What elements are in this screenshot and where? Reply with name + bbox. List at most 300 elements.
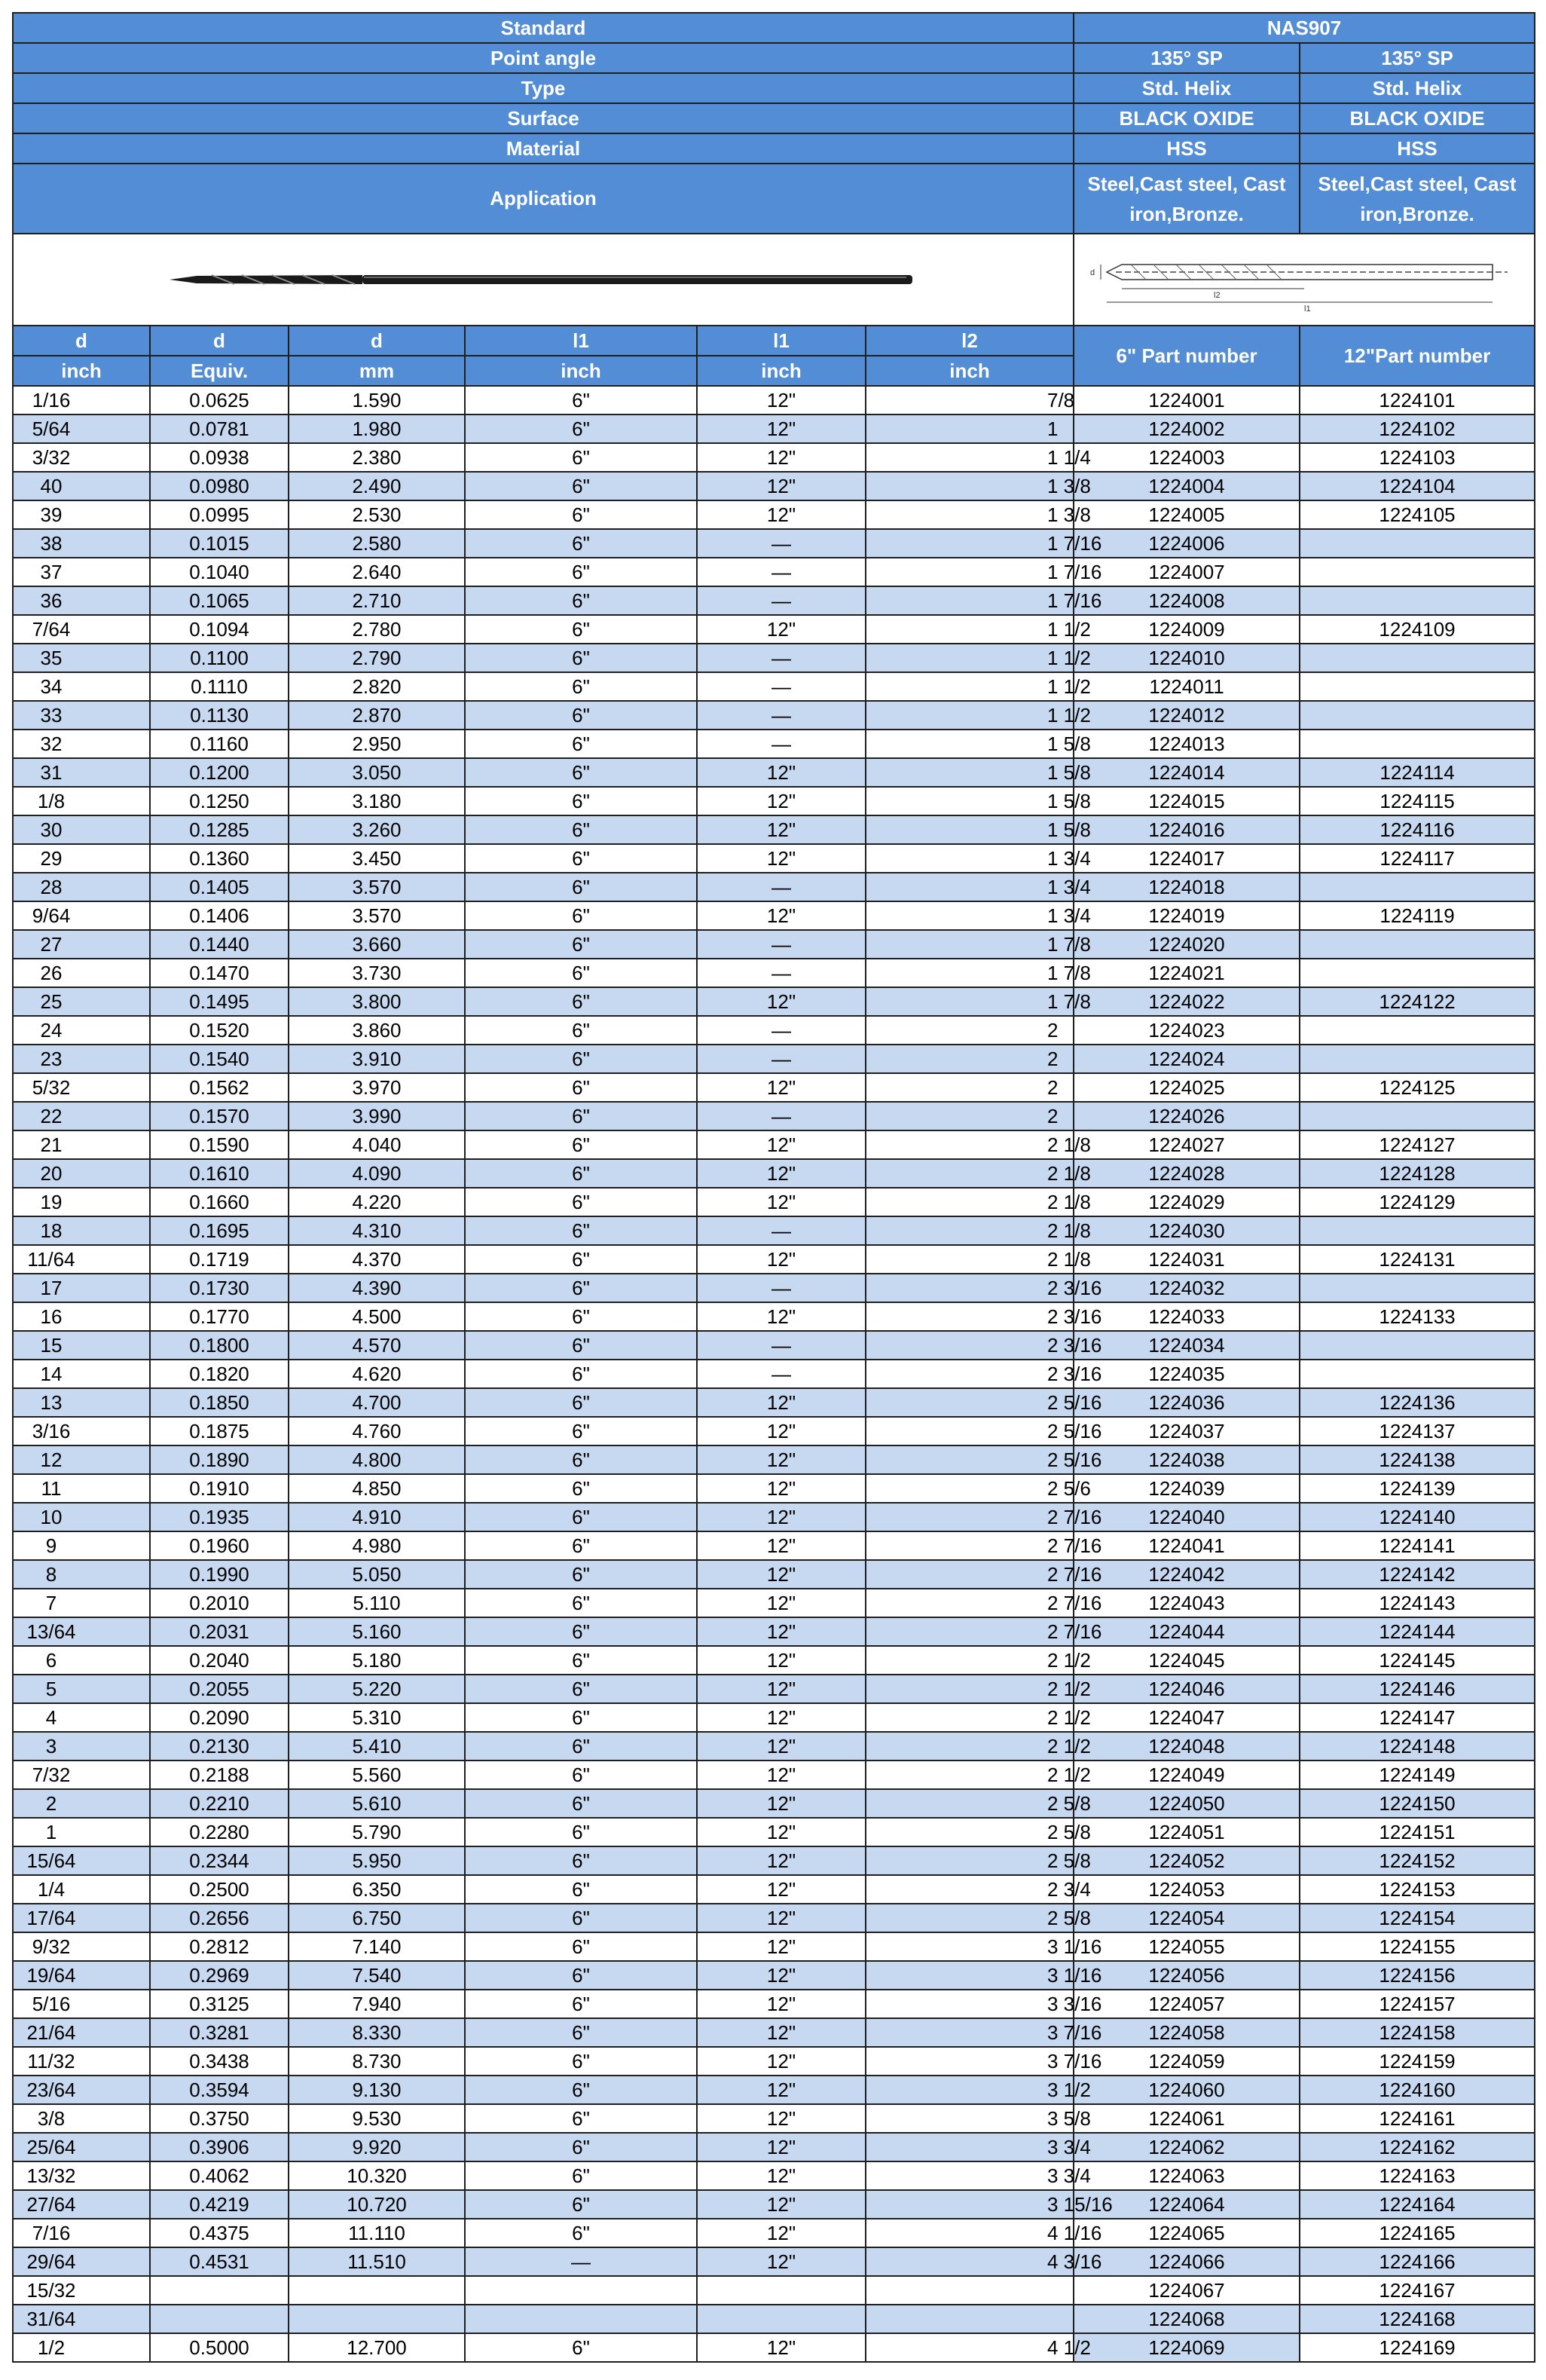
cell-l2-text: 4 1/16 bbox=[1047, 2221, 1102, 2244]
cell-part6: 1224069 bbox=[1074, 2333, 1300, 2362]
cell-d-mm: 2.490 bbox=[289, 472, 465, 500]
cell-d-inch-text: 19/64 bbox=[26, 1963, 76, 1987]
cell-d-inch bbox=[13, 1589, 150, 1617]
table-row bbox=[13, 1216, 1535, 1245]
cell-d-inch bbox=[13, 2133, 150, 2161]
cell-d-equiv: 0.1405 bbox=[150, 873, 289, 901]
cell-d-inch-text: 28 bbox=[40, 875, 63, 898]
cell-l2-text: 1 1/2 bbox=[1047, 675, 1091, 698]
table-row bbox=[13, 1331, 1535, 1360]
cell-l2 bbox=[866, 2276, 1074, 2305]
cell-part6: 1224045 bbox=[1074, 1646, 1300, 1675]
cell-d-inch bbox=[13, 1675, 150, 1703]
cell-d-equiv: 0.2188 bbox=[150, 1761, 289, 1789]
cell-l1-6in: 6" bbox=[465, 2219, 697, 2247]
cell-l1-12in: 12" bbox=[697, 2076, 866, 2104]
cell-d-inch bbox=[13, 1331, 150, 1360]
cell-l1-6in: 6" bbox=[465, 415, 697, 443]
cell-d-mm: 5.110 bbox=[289, 1589, 465, 1617]
cell-part6: 1224009 bbox=[1074, 615, 1300, 644]
cell-l2-text: 2 7/16 bbox=[1047, 1562, 1102, 1586]
table-row bbox=[13, 1073, 1535, 1102]
cell-l2 bbox=[866, 844, 1091, 873]
cell-d-inch bbox=[13, 987, 150, 1016]
cell-d-mm: 5.410 bbox=[289, 1732, 465, 1761]
cell-part12: 1224156 bbox=[1300, 1961, 1535, 1990]
cell-d-mm: 3.910 bbox=[289, 1045, 465, 1073]
cell-d-inch-text: 18 bbox=[40, 1219, 63, 1242]
cell-l2-text: 2 5/8 bbox=[1047, 1820, 1091, 1843]
cell-d-inch-text: 40 bbox=[40, 474, 63, 497]
cell-l1-6in: 6" bbox=[465, 672, 697, 701]
cell-l1-6in: 6" bbox=[465, 1102, 697, 1130]
cell-part6: 1224057 bbox=[1074, 1990, 1300, 2018]
cell-d-mm: 5.610 bbox=[289, 1789, 465, 1818]
cell-l2 bbox=[866, 1503, 1102, 1531]
cell-d-equiv: 0.1015 bbox=[150, 529, 289, 558]
drill-spec-sheet bbox=[12, 12, 1534, 2363]
cell-l1-12in: 12" bbox=[697, 1531, 866, 1560]
cell-d-equiv: 0.2656 bbox=[150, 1904, 289, 1932]
cell-d-inch-text: 5/16 bbox=[32, 1992, 71, 2015]
cell-l2 bbox=[866, 1130, 1091, 1159]
cell-d-inch bbox=[13, 1130, 150, 1159]
cell-l1-12in: 12" bbox=[697, 1904, 866, 1932]
cell-l1-12in: 12" bbox=[697, 1245, 866, 1274]
table-row bbox=[13, 1875, 1535, 1904]
col-l1-12-top: l1 bbox=[697, 326, 866, 356]
point-angle-12in: 135° SP bbox=[1300, 43, 1535, 73]
cell-d-inch-text: 1 bbox=[45, 1820, 57, 1843]
cell-d-equiv: 0.1695 bbox=[150, 1216, 289, 1245]
cell-l1-12in: 12" bbox=[697, 1875, 866, 1904]
col-l2-unit: inch bbox=[866, 356, 1074, 386]
material-12in: HSS bbox=[1300, 133, 1535, 164]
cell-d-equiv: 0.1540 bbox=[150, 1045, 289, 1073]
cell-l1-6in: 6" bbox=[465, 987, 697, 1016]
cell-d-inch-text: 1/8 bbox=[37, 789, 66, 812]
table-row bbox=[13, 529, 1535, 558]
cell-part6: 1224007 bbox=[1074, 558, 1300, 586]
cell-l1-12in: 12" bbox=[697, 987, 866, 1016]
cell-l1-6in: 6" bbox=[465, 2076, 697, 2104]
cell-l1-6in: 6" bbox=[465, 644, 697, 672]
cell-d-mm: 3.570 bbox=[289, 901, 465, 930]
cell-l1-12in: — bbox=[697, 730, 866, 758]
application-12in: Steel,Cast steel, Cast iron,Bronze. bbox=[1300, 164, 1535, 234]
cell-l2 bbox=[866, 2305, 1074, 2333]
cell-d-inch-text: 35 bbox=[40, 646, 63, 669]
col-l1-12-unit: inch bbox=[697, 356, 866, 386]
col-l1-6-unit: inch bbox=[465, 356, 697, 386]
cell-part6: 1224051 bbox=[1074, 1818, 1300, 1846]
cell-l1-12in: 12" bbox=[697, 2047, 866, 2076]
cell-d-equiv: 0.2130 bbox=[150, 1732, 289, 1761]
table-row bbox=[13, 586, 1535, 615]
cell-d-equiv: 0.1440 bbox=[150, 930, 289, 959]
standard-value: NAS907 bbox=[1074, 13, 1535, 43]
cell-l1-12in: 12" bbox=[697, 2190, 866, 2219]
cell-l1-12in: 12" bbox=[697, 1388, 866, 1417]
cell-l2 bbox=[866, 1875, 1091, 1904]
cell-d-inch-text: 22 bbox=[40, 1104, 63, 1127]
cell-part12: 1224122 bbox=[1300, 987, 1535, 1016]
cell-d-inch bbox=[13, 1846, 150, 1875]
type-label: Type bbox=[13, 73, 1074, 103]
cell-l1-6in bbox=[465, 2276, 697, 2305]
cell-l2-text: 1 5/8 bbox=[1047, 760, 1091, 784]
cell-part6: 1224054 bbox=[1074, 1904, 1300, 1932]
cell-part12: 1224101 bbox=[1300, 386, 1535, 415]
application-label: Application bbox=[13, 164, 1074, 234]
cell-l2 bbox=[866, 2133, 1091, 2161]
standard-row bbox=[13, 13, 1535, 43]
cell-part6: 1224016 bbox=[1074, 815, 1300, 844]
cell-d-mm: 4.700 bbox=[289, 1388, 465, 1417]
cell-d-equiv: 0.2090 bbox=[150, 1703, 289, 1732]
cell-l1-6in: 6" bbox=[465, 844, 697, 873]
cell-l2-text: 1 7/16 bbox=[1047, 589, 1102, 612]
cell-d-inch-text: 3/32 bbox=[32, 445, 71, 469]
cell-d-inch bbox=[13, 586, 150, 615]
cell-part6: 1224039 bbox=[1074, 1474, 1300, 1503]
table-row bbox=[13, 930, 1535, 959]
cell-d-equiv: 0.1770 bbox=[150, 1302, 289, 1331]
table-row bbox=[13, 558, 1535, 586]
cell-l1-6in: 6" bbox=[465, 1503, 697, 1531]
cell-l2 bbox=[866, 443, 1091, 472]
cell-d-inch bbox=[13, 1789, 150, 1818]
table-row bbox=[13, 2219, 1535, 2247]
cell-d-equiv: 0.1660 bbox=[150, 1188, 289, 1216]
cell-part12: 1224168 bbox=[1300, 2305, 1535, 2333]
cell-l1-6in: 6" bbox=[465, 1846, 697, 1875]
surface-row bbox=[13, 103, 1535, 133]
table-row bbox=[13, 787, 1535, 815]
cell-l2-text: 2 1/8 bbox=[1047, 1190, 1091, 1213]
cell-part12: 1224152 bbox=[1300, 1846, 1535, 1875]
cell-part6: 1224022 bbox=[1074, 987, 1300, 1016]
cell-l2 bbox=[866, 644, 1091, 672]
cell-part12: 1224140 bbox=[1300, 1503, 1535, 1531]
table-row bbox=[13, 1789, 1535, 1818]
cell-part12: 1224164 bbox=[1300, 2190, 1535, 2219]
cell-l1-12in: — bbox=[697, 1216, 866, 1245]
cell-d-mm: 5.310 bbox=[289, 1703, 465, 1732]
cell-part6: 1224002 bbox=[1074, 415, 1300, 443]
cell-d-mm: 10.320 bbox=[289, 2161, 465, 2190]
cell-l1-6in: 6" bbox=[465, 930, 697, 959]
cell-d-mm: 7.940 bbox=[289, 1990, 465, 2018]
cell-l1-12in: 12" bbox=[697, 386, 866, 415]
cell-l2-text: 3 7/16 bbox=[1047, 2021, 1102, 2044]
cell-l2 bbox=[866, 386, 1074, 415]
cell-l1-12in: 12" bbox=[697, 2161, 866, 2190]
cell-d-equiv: 0.1990 bbox=[150, 1560, 289, 1589]
cell-l2 bbox=[866, 558, 1102, 586]
overall-length-label: l1 bbox=[1304, 304, 1311, 314]
cell-part6: 1224029 bbox=[1074, 1188, 1300, 1216]
cell-l1-6in: 6" bbox=[465, 1875, 697, 1904]
table-row bbox=[13, 672, 1535, 701]
cell-d-equiv: 0.1285 bbox=[150, 815, 289, 844]
cell-l1-6in: 6" bbox=[465, 1646, 697, 1675]
cell-l1-6in: 6" bbox=[465, 1245, 697, 1274]
cell-l1-12in: 12" bbox=[697, 1417, 866, 1445]
table-row bbox=[13, 1503, 1535, 1531]
cell-l2-text: 1 1/2 bbox=[1047, 646, 1091, 669]
cell-l2 bbox=[866, 1388, 1102, 1417]
cell-d-inch bbox=[13, 1302, 150, 1331]
cell-l1-12in: 12" bbox=[697, 2247, 866, 2276]
cell-d-inch bbox=[13, 1474, 150, 1503]
cell-l1-12in: 12" bbox=[697, 1961, 866, 1990]
cell-l2-text: 2 7/16 bbox=[1047, 1534, 1102, 1557]
cell-part12: 1224154 bbox=[1300, 1904, 1535, 1932]
cell-part6: 1224067 bbox=[1074, 2276, 1300, 2305]
cell-l2 bbox=[866, 1188, 1091, 1216]
cell-d-inch bbox=[13, 1445, 150, 1474]
cell-d-inch bbox=[13, 901, 150, 930]
cell-l2 bbox=[866, 1045, 1074, 1073]
cell-part12 bbox=[1300, 1360, 1535, 1388]
cell-d-equiv: 0.1890 bbox=[150, 1445, 289, 1474]
cell-d-inch-text: 31/64 bbox=[26, 2307, 76, 2330]
cell-part12 bbox=[1300, 1045, 1535, 1073]
column-header-top bbox=[13, 326, 1535, 356]
cell-l1-6in: 6" bbox=[465, 1274, 697, 1302]
cell-part6: 1224046 bbox=[1074, 1675, 1300, 1703]
cell-l2 bbox=[866, 701, 1091, 730]
cell-l2 bbox=[866, 2333, 1091, 2362]
cell-l1-6in: 6" bbox=[465, 1932, 697, 1961]
cell-l1-12in: 12" bbox=[697, 2133, 866, 2161]
cell-part6: 1224003 bbox=[1074, 443, 1300, 472]
cell-l2-text: 7/8 bbox=[1047, 388, 1075, 411]
cell-d-mm: 4.800 bbox=[289, 1445, 465, 1474]
cell-l1-6in: 6" bbox=[465, 1531, 697, 1560]
cell-d-inch-text: 2 bbox=[45, 1791, 57, 1815]
table-row bbox=[13, 1961, 1535, 1990]
cell-l1-12in: 12" bbox=[697, 1073, 866, 1102]
cell-d-equiv: 0.4375 bbox=[150, 2219, 289, 2247]
cell-d-inch bbox=[13, 787, 150, 815]
table-row bbox=[13, 844, 1535, 873]
cell-l2 bbox=[866, 1417, 1102, 1445]
cell-l2-text: 2 1/2 bbox=[1047, 1763, 1091, 1786]
cell-l2 bbox=[866, 615, 1091, 644]
cell-l1-12in: — bbox=[697, 959, 866, 987]
cell-l2 bbox=[866, 529, 1102, 558]
cell-d-equiv: 0.2969 bbox=[150, 1961, 289, 1990]
drill-diagram bbox=[1074, 234, 1535, 326]
cell-part6: 1224047 bbox=[1074, 1703, 1300, 1732]
cell-d-inch-text: 1/16 bbox=[32, 388, 71, 411]
cell-d-inch bbox=[13, 1875, 150, 1904]
cell-d-mm: 8.730 bbox=[289, 2047, 465, 2076]
cell-d-equiv: 0.3125 bbox=[150, 1990, 289, 2018]
cell-l1-12in: 12" bbox=[697, 1188, 866, 1216]
cell-l2 bbox=[866, 1274, 1102, 1302]
table-row bbox=[13, 2047, 1535, 2076]
cell-l2 bbox=[866, 930, 1091, 959]
cell-d-equiv: 0.5000 bbox=[150, 2333, 289, 2362]
cell-part6: 1224055 bbox=[1074, 1932, 1300, 1961]
cell-l2 bbox=[866, 500, 1091, 529]
cell-d-equiv: 0.1590 bbox=[150, 1130, 289, 1159]
cell-d-inch bbox=[13, 2276, 150, 2305]
cell-part6: 1224059 bbox=[1074, 2047, 1300, 2076]
cell-l2-text: 2 1/2 bbox=[1047, 1677, 1091, 1700]
cell-l1-12in: 12" bbox=[697, 1503, 866, 1531]
cell-l1-12in: — bbox=[697, 930, 866, 959]
cell-l2 bbox=[866, 1560, 1102, 1589]
surface-12in: BLACK OXIDE bbox=[1300, 103, 1535, 133]
cell-d-mm: 3.570 bbox=[289, 873, 465, 901]
cell-l1-6in: 6" bbox=[465, 1789, 697, 1818]
cell-d-inch bbox=[13, 1216, 150, 1245]
cell-d-equiv: 0.1360 bbox=[150, 844, 289, 873]
col-part12: 12"Part number bbox=[1300, 326, 1535, 386]
col-d-mm-top: d bbox=[289, 326, 465, 356]
table-row bbox=[13, 1846, 1535, 1875]
cell-d-equiv: 0.4062 bbox=[150, 2161, 289, 2190]
cell-l1-12in: 12" bbox=[697, 2219, 866, 2247]
cell-d-inch bbox=[13, 1932, 150, 1961]
cell-l2 bbox=[866, 1302, 1102, 1331]
table-row bbox=[13, 1531, 1535, 1560]
cell-d-equiv: 0.0781 bbox=[150, 415, 289, 443]
cell-d-equiv: 0.1470 bbox=[150, 959, 289, 987]
cell-d-equiv: 0.4219 bbox=[150, 2190, 289, 2219]
cell-part12: 1224155 bbox=[1300, 1932, 1535, 1961]
cell-d-equiv: 0.1935 bbox=[150, 1503, 289, 1531]
cell-d-mm: 3.050 bbox=[289, 758, 465, 787]
cell-l2 bbox=[866, 1761, 1091, 1789]
cell-part6: 1224050 bbox=[1074, 1789, 1300, 1818]
cell-l2 bbox=[866, 1073, 1074, 1102]
cell-d-mm: 6.350 bbox=[289, 1875, 465, 1904]
cell-l1-6in: 6" bbox=[465, 2161, 697, 2190]
table-row bbox=[13, 758, 1535, 787]
cell-d-equiv: 0.3594 bbox=[150, 2076, 289, 2104]
cell-l2-text: 2 7/16 bbox=[1047, 1591, 1102, 1614]
cell-part6: 1224040 bbox=[1074, 1503, 1300, 1531]
cell-part12 bbox=[1300, 1016, 1535, 1045]
cell-d-equiv: 0.1910 bbox=[150, 1474, 289, 1503]
cell-d-mm: 2.530 bbox=[289, 500, 465, 529]
cell-d-inch-text: 7/32 bbox=[32, 1763, 71, 1786]
diameter-label: d bbox=[1090, 268, 1095, 277]
cell-l1-12in: 12" bbox=[697, 1761, 866, 1789]
cell-l2-text: 2 bbox=[1047, 1075, 1059, 1099]
table-row bbox=[13, 1302, 1535, 1331]
cell-l1-6in: 6" bbox=[465, 443, 697, 472]
cell-l2-text: 3 3/4 bbox=[1047, 2164, 1091, 2187]
cell-part6: 1224018 bbox=[1074, 873, 1300, 901]
table-row bbox=[13, 815, 1535, 844]
cell-part12: 1224133 bbox=[1300, 1302, 1535, 1331]
table-row bbox=[13, 1360, 1535, 1388]
cell-l1-12in: 12" bbox=[697, 787, 866, 815]
cell-l1-12in: — bbox=[697, 672, 866, 701]
cell-d-inch bbox=[13, 672, 150, 701]
cell-d-inch bbox=[13, 1102, 150, 1130]
cell-d-equiv: 0.2040 bbox=[150, 1646, 289, 1675]
cell-d-inch bbox=[13, 1016, 150, 1045]
cell-l1-6in: 6" bbox=[465, 386, 697, 415]
cell-d-equiv: 0.1570 bbox=[150, 1102, 289, 1130]
cell-l2-text: 2 bbox=[1047, 1047, 1059, 1070]
cell-part12: 1224153 bbox=[1300, 1875, 1535, 1904]
cell-d-mm: 2.790 bbox=[289, 644, 465, 672]
cell-part6: 1224058 bbox=[1074, 2018, 1300, 2047]
cell-d-inch-text: 25/64 bbox=[26, 2135, 76, 2158]
cell-d-equiv: 0.1495 bbox=[150, 987, 289, 1016]
cell-d-inch bbox=[13, 500, 150, 529]
cell-d-equiv: 0.1820 bbox=[150, 1360, 289, 1388]
cell-d-inch-text: 23/64 bbox=[26, 2078, 76, 2101]
cell-d-mm: 3.990 bbox=[289, 1102, 465, 1130]
cell-part12: 1224138 bbox=[1300, 1445, 1535, 1474]
cell-l2 bbox=[866, 1961, 1102, 1990]
cell-l1-6in: 6" bbox=[465, 1445, 697, 1474]
cell-l1-12in: 12" bbox=[697, 2333, 866, 2362]
cell-l2-text: 3 5/8 bbox=[1047, 2106, 1091, 2130]
cell-part6: 1224020 bbox=[1074, 930, 1300, 959]
cell-part12 bbox=[1300, 959, 1535, 987]
cell-d-inch-text: 15 bbox=[40, 1333, 63, 1357]
cell-part12 bbox=[1300, 1274, 1535, 1302]
cell-part12 bbox=[1300, 930, 1535, 959]
material-6in: HSS bbox=[1074, 133, 1300, 164]
cell-d-inch-text: 16 bbox=[40, 1305, 63, 1328]
cell-l1-6in: 6" bbox=[465, 730, 697, 758]
cell-l2 bbox=[866, 1102, 1074, 1130]
cell-l1-12in: — bbox=[697, 1331, 866, 1360]
table-row bbox=[13, 1675, 1535, 1703]
cell-l2 bbox=[866, 730, 1091, 758]
cell-d-inch bbox=[13, 1159, 150, 1188]
col-l2-top: l2 bbox=[866, 326, 1074, 356]
table-row bbox=[13, 1703, 1535, 1732]
cell-d-equiv: 0.1875 bbox=[150, 1417, 289, 1445]
cell-l2 bbox=[866, 2047, 1102, 2076]
cell-part12 bbox=[1300, 1331, 1535, 1360]
cell-l2-text: 1 3/4 bbox=[1047, 846, 1091, 870]
cell-d-inch-text: 11/32 bbox=[27, 2049, 75, 2073]
cell-d-mm: 9.130 bbox=[289, 2076, 465, 2104]
cell-l1-12in: 12" bbox=[697, 1732, 866, 1761]
cell-part6: 1224064 bbox=[1074, 2190, 1300, 2219]
cell-part6: 1224024 bbox=[1074, 1045, 1300, 1073]
cell-l1-12in: 12" bbox=[697, 1646, 866, 1675]
cell-d-inch bbox=[13, 386, 150, 415]
cell-l1-6in: 6" bbox=[465, 959, 697, 987]
cell-d-mm: 5.950 bbox=[289, 1846, 465, 1875]
cell-l1-12in: — bbox=[697, 529, 866, 558]
cell-d-mm: 2.580 bbox=[289, 529, 465, 558]
cell-d-mm: 5.180 bbox=[289, 1646, 465, 1675]
cell-part12: 1224102 bbox=[1300, 415, 1535, 443]
table-row bbox=[13, 1990, 1535, 2018]
cell-d-inch-text: 39 bbox=[40, 503, 63, 526]
cell-d-equiv: 0.0995 bbox=[150, 500, 289, 529]
table-row bbox=[13, 1589, 1535, 1617]
cell-part6: 1224019 bbox=[1074, 901, 1300, 930]
cell-d-equiv: 0.4531 bbox=[150, 2247, 289, 2276]
cell-part6: 1224010 bbox=[1074, 644, 1300, 672]
